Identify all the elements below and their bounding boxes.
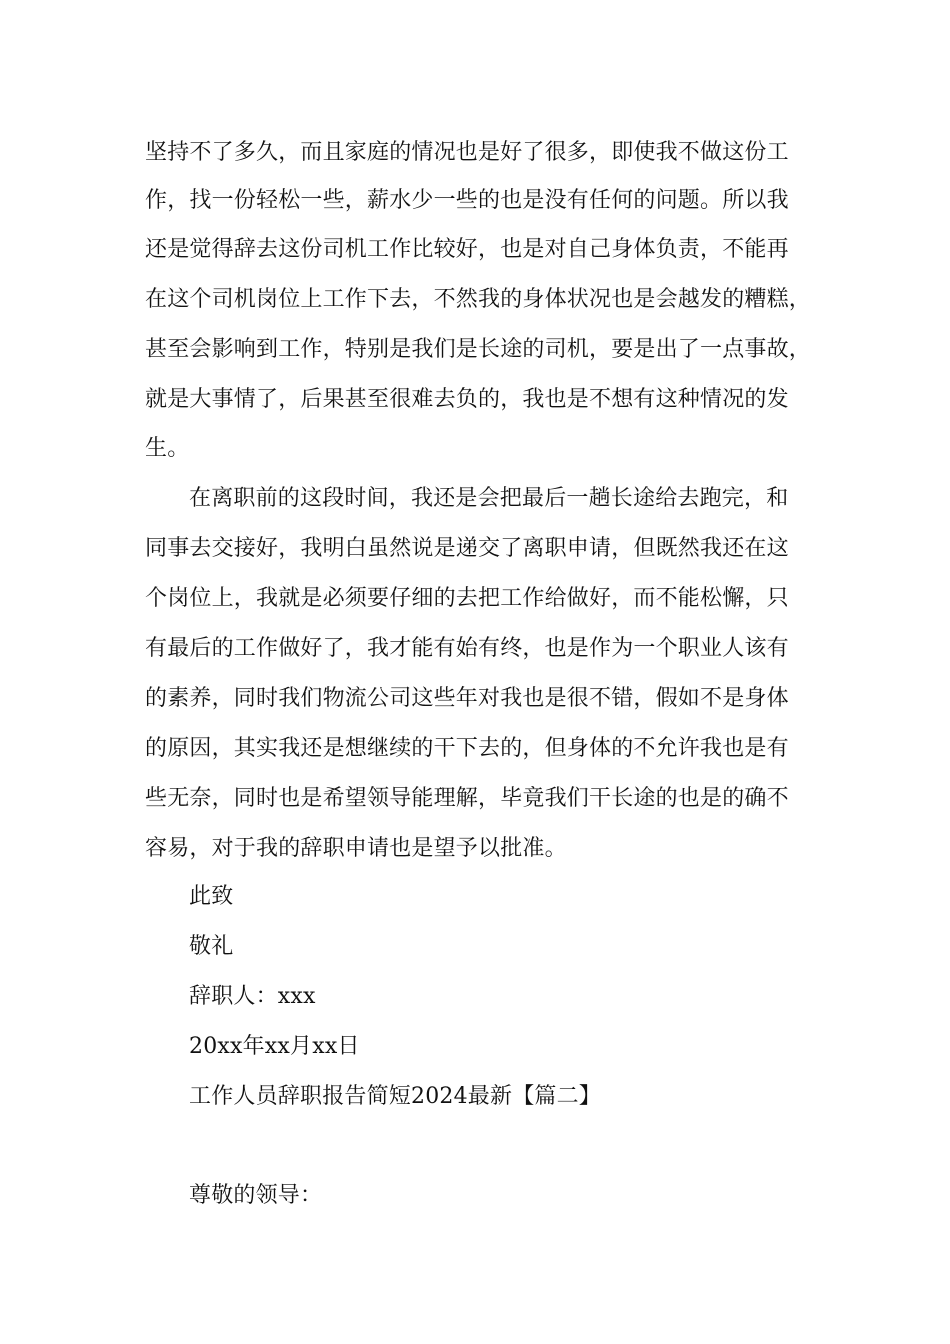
paragraph-line: 作，找一份轻松一些，薪水少一些的也是没有任何的问题。所以我	[145, 188, 789, 213]
signer-text: 辞职人：xxx	[189, 984, 316, 1009]
paragraph-line: 在离职前的这段时间，我还是会把最后一趟长途给去跑完，和	[189, 486, 789, 511]
paragraph-line: 坚持不了多久，而且家庭的情况也是好了很多，即使我不做这份工	[145, 140, 789, 165]
paragraph-line: 在这个司机岗位上工作下去，不然我的身体状况也是会越发的糟糕，	[145, 287, 812, 312]
paragraph-line: 就是大事情了，后果甚至很难去负的，我也是不想有这种情况的发	[145, 387, 789, 412]
paragraph-line: 生。	[145, 436, 190, 461]
paragraph-line: 的素养，同时我们物流公司这些年对我也是很不错，假如不是身体	[145, 686, 789, 711]
paragraph-line: 还是觉得辞去这份司机工作比较好，也是对自己身体负责，不能再	[145, 237, 789, 262]
paragraph-line: 的原因，其实我还是想继续的干下去的，但身体的不允许我也是有	[145, 736, 789, 761]
date-text: 20xx年xx月xx日	[189, 1034, 360, 1059]
greeting-text: 尊敬的领导：	[189, 1183, 323, 1208]
paragraph-line: 同事去交接好，我明白虽然说是递交了离职申请，但既然我还在这	[145, 536, 789, 561]
paragraph-line: 容易，对于我的辞职申请也是望予以批准。	[145, 836, 567, 861]
section-title: 工作人员辞职报告简短2024最新【篇二】	[189, 1084, 601, 1109]
paragraph-line: 个岗位上，我就是必须要仔细的去把工作给做好，而不能松懈，只	[145, 586, 789, 611]
salutation-text: 敬礼	[189, 934, 234, 959]
paragraph-line: 甚至会影响到工作，特别是我们是长途的司机，要是出了一点事故，	[145, 337, 812, 362]
closing-text: 此致	[189, 884, 234, 909]
paragraph-line: 些无奈，同时也是希望领导能理解，毕竟我们干长途的也是的确不	[145, 786, 789, 811]
paragraph-line: 有最后的工作做好了，我才能有始有终，也是作为一个职业人该有	[145, 636, 789, 661]
